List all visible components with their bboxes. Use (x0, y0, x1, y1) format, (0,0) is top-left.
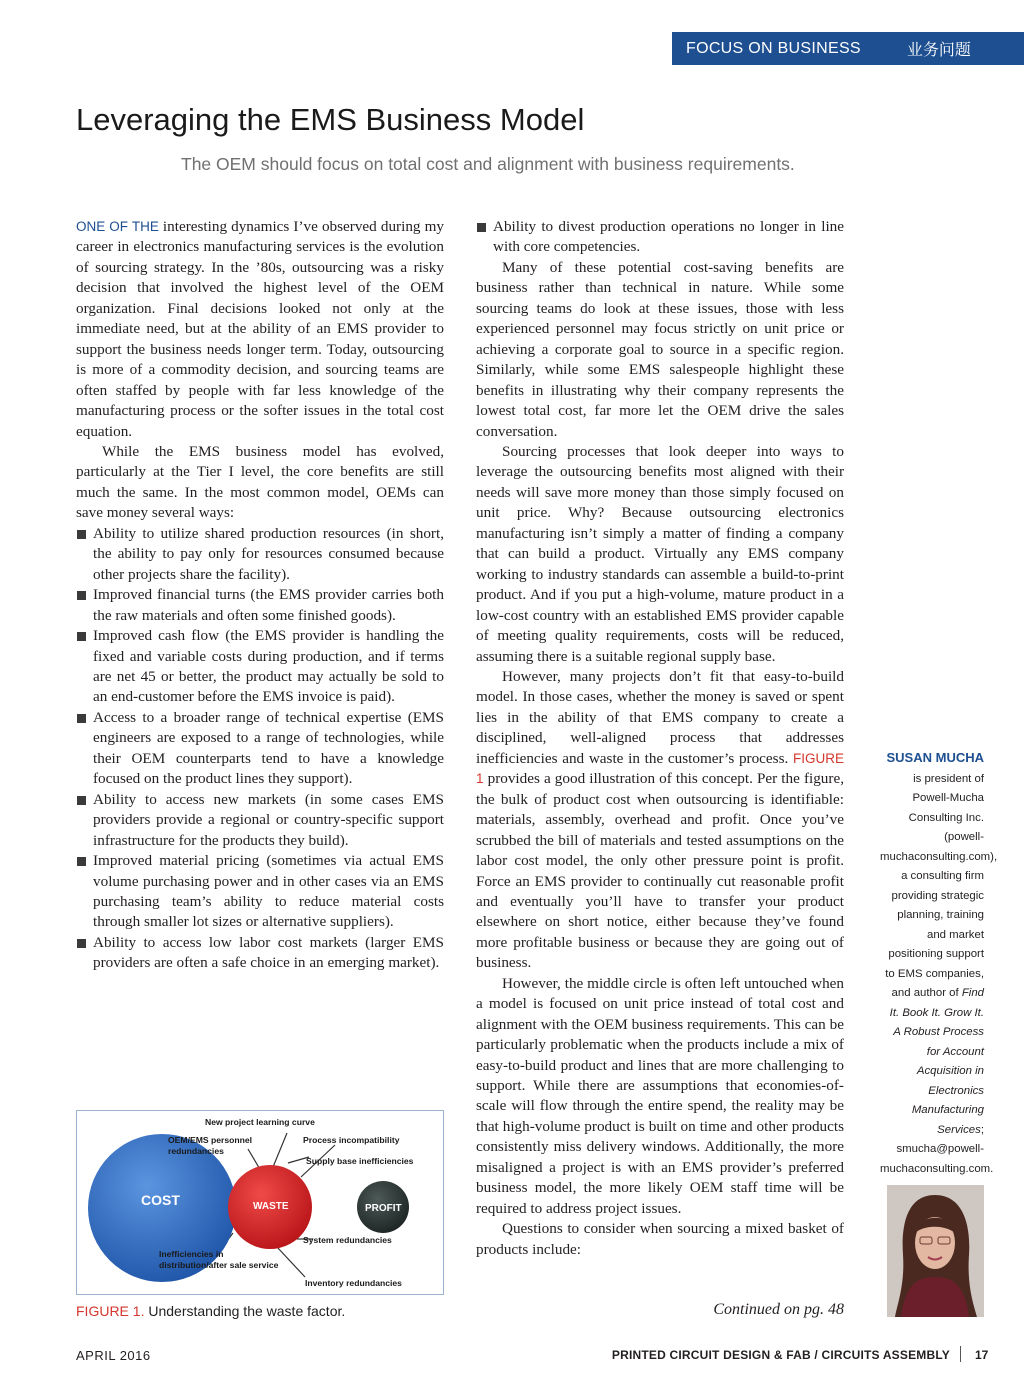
author-bio (880, 748, 998, 1179)
paragraph: Sourcing processes that look deeper into ways to leverage the outsourcing benefits most aligned with their needs will save more money than those simply focused on unit price. Why? Because outsourcing electronics manufacturing isn’t simply a matter of finding a company that can build a product. Virtually any EMS company working to industry standards can assemble a build-to-print product. And if you put a high-volume, mature product in a low-cost country with an established EMS provider capable of meeting quality requirements, costs will be reduced, assuming there is a suitable regional supply base. (476, 442, 844, 665)
cost-label: COST (141, 1192, 180, 1208)
paragraph: While the EMS business model has evolved, particularly at the Tier I level, the core benefits are still much the same. In the most common model, OEMs can save money several ways: (76, 442, 444, 522)
author-bio-text: president of Powell-Mucha Consulting Inc. (powell-muchaconsulting.com), a consulting firm providing strategic planning, training and market positioning support to EMS companies, and author of (880, 772, 998, 999)
author-contact: ; smucha@powell-muchaconsulting.com. (880, 1123, 994, 1175)
paragraph: Questions to consider when sourcing a mixed basket of products include: (476, 1220, 844, 1258)
paragraph-text: However, many projects don’t fit that easy-to-build model. In those cases, whether the money is saved or spent lies in the ability of that EMS company to create a disciplined, well-aligned process that addresses inefficiencies and waste in the customer’s process. (476, 667, 844, 767)
bullet-item: Ability to access new markets (in some cases EMS providers provide a regional or country-specific support infrastructure for the products they build). (76, 790, 444, 851)
section-label-chinese: 业务问题 (906, 42, 971, 59)
footer-divider (960, 1346, 961, 1362)
pointer-line (277, 1247, 305, 1277)
author-is: is (913, 772, 922, 785)
pointer-line (273, 1133, 287, 1167)
figure-reference-link[interactable]: FIGURE 1 (476, 750, 844, 787)
page-number: 17 (975, 1348, 989, 1362)
benefits-list-continued (476, 217, 844, 258)
article-column-left (76, 217, 444, 974)
profit-label: PROFIT (365, 1203, 402, 1214)
label-personnel-line1: OEM/EMS personnel (168, 1135, 253, 1145)
label-inventory: Inventory redundancies (305, 1278, 402, 1288)
bullet-item: Improved material pricing (sometimes via actual EMS volume purchasing power and in other cases via an EMS purchasing team’s ability to reduce material costs through smaller lot sizes or alternative suppliers). (76, 851, 444, 933)
author-name: SUSAN MUCHA (886, 750, 984, 765)
waste-factor-diagram (77, 1111, 443, 1294)
section-banner (672, 32, 1024, 65)
bullet-item: Ability to utilize shared production resources (in short, the ability to pay only for resources consumed because other projects share the facility). (76, 524, 444, 585)
article-title: Leveraging the EMS Business Model (76, 102, 585, 137)
label-supply: Supply base inefficiencies (306, 1156, 414, 1166)
paragraph (476, 667, 844, 974)
article-column-middle (476, 217, 844, 1260)
paragraph: However, the middle circle is often left untouched when a model is focused on unit price instead of total cost and alignment with the OEM business requirements. This can be particularly problematic when the products include a mix of easy-to-build product and lines that are more challenging to support. While there are assumptions that economies-of-scale will flow through the entire spend, the reality may be that high-volume product is built on time and other products consistently miss delivery windows. Additionally, the more misaligned a project is with an EMS provider’s preferred business model, the more likely OEM staff time will be required to address project issues. (476, 974, 844, 1217)
author-book-title: Find It. Book It. Grow It. A Robust Process for Account Acquisition in Electronics Manufacturing Services (889, 987, 984, 1136)
author-photo (887, 1185, 984, 1317)
lead-in: ONE OF THE (76, 219, 159, 234)
label-distribution-line2: distribution/after sale service (159, 1260, 279, 1270)
bullet-item: Access to a broader range of technical expertise (EMS engineers are exposed to a range of technologies, while their OEM counterparts tend to have a knowledge focused on the product lines they support). (76, 708, 444, 790)
footer-date: APRIL 2016 (76, 1348, 151, 1363)
label-personnel-line2: redundancies (168, 1146, 224, 1156)
figure-waste-factor (76, 1110, 444, 1295)
figure-number: FIGURE 1. (76, 1303, 145, 1319)
bullet-item: Ability to divest production operations no longer in line with core competencies. (476, 217, 844, 258)
benefits-list (76, 524, 444, 974)
paragraph-intro (76, 217, 444, 442)
footer-publication: PRINTED CIRCUIT DESIGN & FAB / CIRCUITS ASSEMBLY (611, 1348, 950, 1362)
paragraph-text: provides a good illustration of this concept. Per the figure, the bulk of product cost when outsourcing is identifiable: materials, assembly, overhead and profit. Once you’ve scrubbed the bill of materials and tested assumptions on the labor cost model, the only other pressure point is profit. Force an EMS provider to continually cut reasonable profit and eventually you’ll have to transfer your product elsewhere on short notice, either because they’ve found more profitable business or because they are going out of business. (476, 770, 844, 972)
continued-note: Continued on pg. 48 (713, 1301, 844, 1318)
author-portrait-image (887, 1185, 984, 1317)
label-process: Process incompatibility (303, 1135, 400, 1145)
article-subtitle: The OEM should focus on total cost and alignment with business requirements. (181, 154, 795, 174)
waste-label: WASTE (253, 1201, 289, 1212)
label-system: System redundancies (303, 1235, 392, 1245)
bullet-item: Ability to access low labor cost markets (larger EMS providers are often a safe choice in an emerging market). (76, 933, 444, 974)
label-distribution-line1: Inefficiencies in (159, 1249, 224, 1259)
figure-caption-text: Understanding the waste factor. (144, 1303, 346, 1319)
paragraph: Many of these potential cost-saving benefits are business rather than technical in nature. While some sourcing teams do look at these issues, those with less experienced personnel may focus strictly on unit price or achieving a corporate goal to source in a specific region. Similarly, while some EMS salespeople highlight these benefits in illustrating why their company represents the lowest total cost, far more let the OEM drive the sales conversation. (476, 258, 844, 440)
intro-text: interesting dynamics I’ve observed during my career in electronics manufacturing services is the evolution of sourcing strategy. In the ’80s, outsourcing was a risky decision that involved the highest level of the OEM organization. Final decisions looked not only at the immediate need, but at the ability of an EMS provider to support the business needs longer term. Today, outsourcing is more of a commodity decision, and sourcing teams are often staffed by people with far less knowledge of the manufacturing process or the softer issues in the total cost equation. (76, 218, 444, 440)
bullet-item: Improved cash flow (the EMS provider is handling the fixed and variable costs during production, and if terms are net 45 or better, the product may actually be sold to an end-customer before the EMS invoice is paid). (76, 626, 444, 708)
section-label: FOCUS ON BUSINESS (686, 39, 861, 57)
bullet-item: Improved financial turns (the EMS provider carries both the raw materials and often some finished goods). (76, 585, 444, 626)
label-learning-curve: New project learning curve (205, 1117, 315, 1127)
figure-caption (76, 1303, 345, 1319)
